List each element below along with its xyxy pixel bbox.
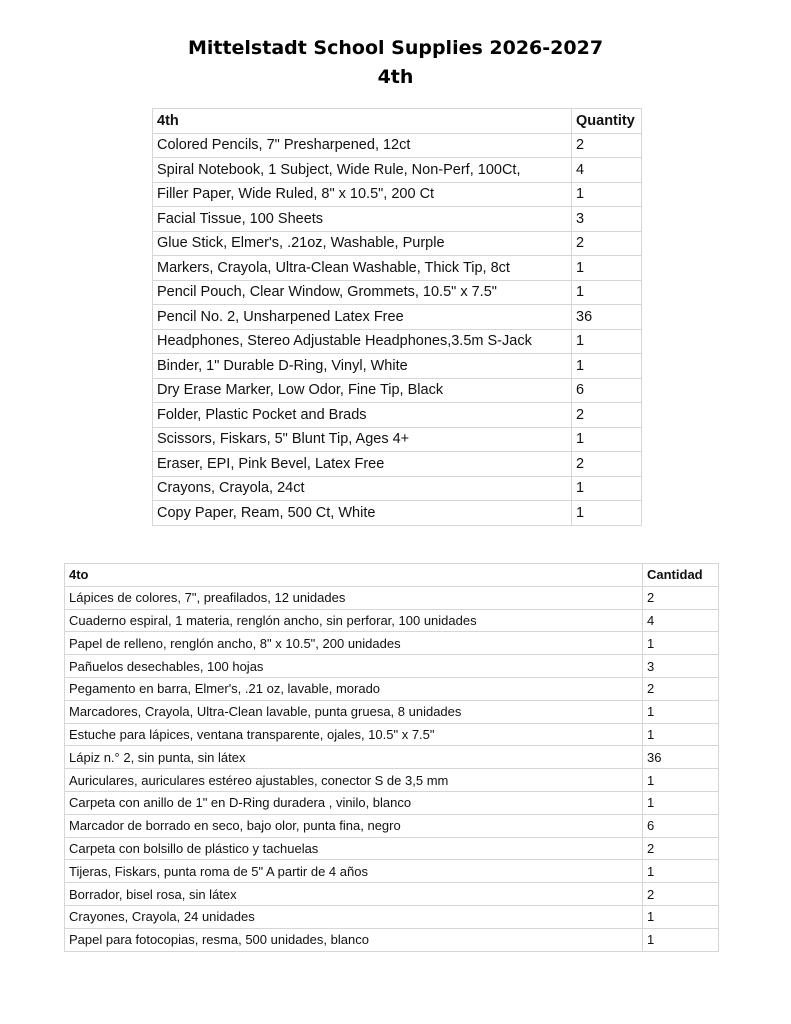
table-row: [153, 452, 642, 477]
table-row: [65, 769, 719, 792]
item-cell: Scissors, Fiskars, 5" Blunt Tip, Ages 4+: [153, 427, 572, 452]
item-cell: Crayons, Crayola, 24ct: [153, 476, 572, 501]
quantity-cell: 1: [572, 354, 642, 379]
item-cell: Pegamento en barra, Elmer's, .21 oz, lavable, morado: [65, 677, 643, 700]
item-cell: Lápiz n.° 2, sin punta, sin látex: [65, 746, 643, 769]
quantity-cell: 2: [643, 586, 719, 609]
table-row: [153, 305, 642, 330]
quantity-column-header: Cantidad: [643, 564, 719, 587]
document-title: Mittelstadt School Supplies 2026-2027: [187, 37, 604, 59]
quantity-cell: 1: [643, 860, 719, 883]
quantity-cell: 1: [572, 501, 642, 526]
quantity-cell: 3: [643, 655, 719, 678]
item-cell: Dry Erase Marker, Low Odor, Fine Tip, Black: [153, 378, 572, 403]
item-cell: Copy Paper, Ream, 500 Ct, White: [153, 501, 572, 526]
table-row: [65, 746, 719, 769]
table-row: [153, 280, 642, 305]
item-cell: Filler Paper, Wide Ruled, 8" x 10.5", 200 Ct: [153, 182, 572, 207]
quantity-cell: 1: [643, 632, 719, 655]
item-cell: Lápices de colores, 7", preafilados, 12 unidades: [65, 586, 643, 609]
item-cell: Eraser, EPI, Pink Bevel, Latex Free: [153, 452, 572, 477]
quantity-cell: 36: [572, 305, 642, 330]
table-row: [153, 158, 642, 183]
table-row: [153, 378, 642, 403]
item-cell: Borrador, bisel rosa, sin látex: [65, 883, 643, 906]
item-cell: Binder, 1" Durable D-Ring, Vinyl, White: [153, 354, 572, 379]
table-row: [153, 256, 642, 281]
quantity-cell: 36: [643, 746, 719, 769]
quantity-cell: 1: [572, 329, 642, 354]
item-cell: Estuche para lápices, ventana transparente, ojales, 10.5" x 7.5": [65, 723, 643, 746]
item-column-header: 4to: [65, 564, 643, 587]
table-row: [153, 231, 642, 256]
table-row: [65, 928, 719, 951]
item-cell: Marcadores, Crayola, Ultra-Clean lavable, punta gruesa, 8 unidades: [65, 700, 643, 723]
item-cell: Headphones, Stereo Adjustable Headphones,3.5m S-Jack: [153, 329, 572, 354]
item-cell: Pencil Pouch, Clear Window, Grommets, 10.5" x 7.5": [153, 280, 572, 305]
quantity-cell: 2: [572, 231, 642, 256]
table-row: [153, 354, 642, 379]
quantity-cell: 1: [572, 280, 642, 305]
table-row: [153, 427, 642, 452]
item-cell: Colored Pencils, 7" Presharpened, 12ct: [153, 133, 572, 158]
table-row: [153, 501, 642, 526]
english-supply-table: [152, 108, 642, 526]
item-cell: Papel de relleno, renglón ancho, 8" x 10.5", 200 unidades: [65, 632, 643, 655]
table-row: [65, 837, 719, 860]
quantity-cell: 1: [643, 769, 719, 792]
table-row: [65, 632, 719, 655]
quantity-cell: 2: [643, 883, 719, 906]
table-row: [65, 791, 719, 814]
item-cell: Carpeta con bolsillo de plástico y tachuelas: [65, 837, 643, 860]
table-row: [65, 655, 719, 678]
quantity-cell: 1: [643, 791, 719, 814]
item-column-header: 4th: [153, 109, 572, 134]
table-row: [65, 609, 719, 632]
item-cell: Spiral Notebook, 1 Subject, Wide Rule, Non-Perf, 100Ct,: [153, 158, 572, 183]
quantity-cell: 2: [572, 133, 642, 158]
quantity-cell: 2: [643, 837, 719, 860]
table-row: [65, 677, 719, 700]
table-row: [153, 133, 642, 158]
quantity-cell: 1: [572, 427, 642, 452]
item-cell: Glue Stick, Elmer's, .21oz, Washable, Purple: [153, 231, 572, 256]
quantity-cell: 1: [643, 700, 719, 723]
quantity-cell: 1: [572, 476, 642, 501]
table-row: [65, 700, 719, 723]
table-row: [65, 723, 719, 746]
table-row: [65, 905, 719, 928]
grade-heading: 4th: [377, 66, 414, 88]
quantity-cell: 3: [572, 207, 642, 232]
item-cell: Folder, Plastic Pocket and Brads: [153, 403, 572, 428]
table-row: [65, 814, 719, 837]
item-cell: Tijeras, Fiskars, punta roma de 5" A partir de 4 años: [65, 860, 643, 883]
table-row: [65, 883, 719, 906]
item-cell: Auriculares, auriculares estéreo ajustables, conector S de 3,5 mm: [65, 769, 643, 792]
item-cell: Crayones, Crayola, 24 unidades: [65, 905, 643, 928]
table-row: [153, 403, 642, 428]
quantity-cell: 4: [643, 609, 719, 632]
item-cell: Marcador de borrado en seco, bajo olor, punta fina, negro: [65, 814, 643, 837]
spanish-supply-table: [64, 563, 719, 952]
item-cell: Pencil No. 2, Unsharpened Latex Free: [153, 305, 572, 330]
table-row: [153, 329, 642, 354]
table-header-row: [65, 564, 719, 587]
item-cell: Facial Tissue, 100 Sheets: [153, 207, 572, 232]
quantity-cell: 1: [572, 256, 642, 281]
table-row: [65, 860, 719, 883]
item-cell: Cuaderno espiral, 1 materia, renglón ancho, sin perforar, 100 unidades: [65, 609, 643, 632]
quantity-cell: 2: [643, 677, 719, 700]
table-row: [65, 586, 719, 609]
quantity-cell: 6: [572, 378, 642, 403]
quantity-cell: 6: [643, 814, 719, 837]
item-cell: Carpeta con anillo de 1" en D-Ring duradera , vinilo, blanco: [65, 791, 643, 814]
table-row: [153, 476, 642, 501]
quantity-cell: 1: [572, 182, 642, 207]
quantity-cell: 1: [643, 723, 719, 746]
quantity-cell: 2: [572, 403, 642, 428]
table-row: [153, 182, 642, 207]
quantity-column-header: Quantity: [572, 109, 642, 134]
item-cell: Papel para fotocopias, resma, 500 unidades, blanco: [65, 928, 643, 951]
item-cell: Markers, Crayola, Ultra-Clean Washable, Thick Tip, 8ct: [153, 256, 572, 281]
table-row: [153, 207, 642, 232]
item-cell: Pañuelos desechables, 100 hojas: [65, 655, 643, 678]
quantity-cell: 2: [572, 452, 642, 477]
table-header-row: [153, 109, 642, 134]
quantity-cell: 4: [572, 158, 642, 183]
quantity-cell: 1: [643, 905, 719, 928]
quantity-cell: 1: [643, 928, 719, 951]
